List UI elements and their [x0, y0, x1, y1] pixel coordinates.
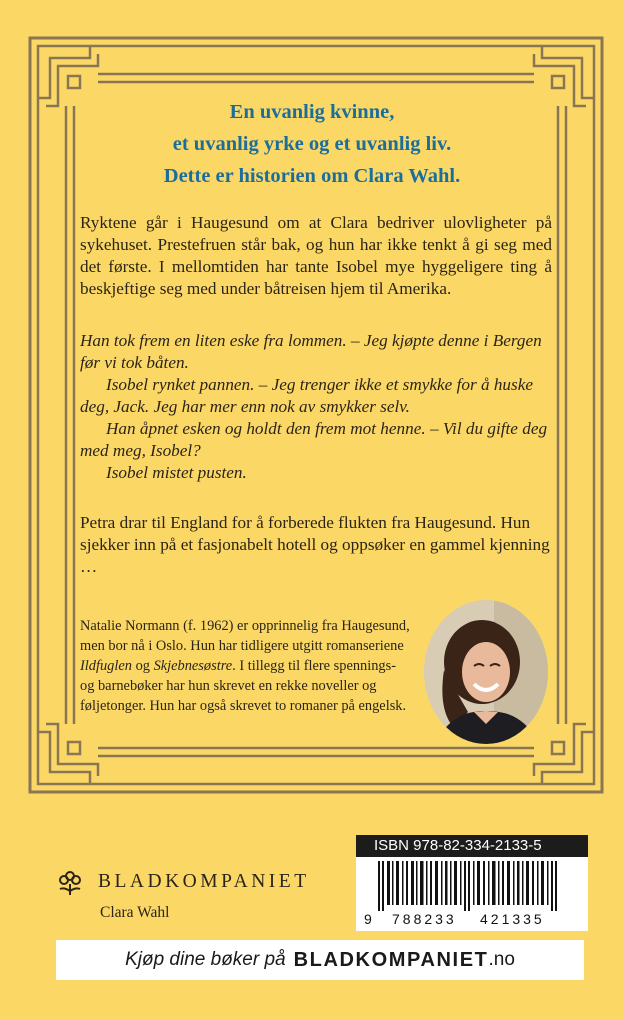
tagline: [60, 96, 564, 192]
excerpt-line-4: Isobel mistet pusten.: [106, 463, 247, 482]
banner-lead: Kjøp dine bøker på: [125, 949, 286, 970]
isbn-digits-right: 421335: [480, 911, 545, 927]
isbn-digits-left: 788233: [392, 911, 457, 927]
author-bio-rest: . I tillegg til flere spennings- og barnebøker har hun skrevet en rekke noveller og føljetonger. Hun har også skrevet to romaner på engelsk.: [80, 658, 407, 714]
isbn-barcode: [356, 835, 588, 931]
banner-tld: .no: [488, 949, 515, 970]
isbn-label: ISBN 978-82-334-2133-5: [356, 835, 588, 857]
author-bio-and: og: [131, 658, 154, 674]
author-bio-text: (f. 1962) er opprinnelig fra Haugesund, men bor nå i Oslo. Hun har tidligere utgitt romanseriene: [80, 618, 410, 654]
flower-icon: [56, 867, 84, 897]
author-bio: [80, 616, 410, 716]
isbn-digit-first: 9: [364, 911, 372, 927]
tagline-line-1: En uvanlig kvinne,: [229, 101, 395, 123]
store-banner: [56, 940, 584, 980]
series-title-1: Ildfuglen: [80, 658, 132, 674]
blurb-paragraph-1: Ryktene går i Haugesund om at Clara bedriver ulovligheter på sykehuset. Prestefruen står bak, og hun har ikke tenkt å gi seg med det første. I mellomtiden har tante Isobel mye hyggeligere ting å beskjeftige seg med under båtreisen hjem til Amerika.: [80, 213, 552, 298]
tagline-line-3: Dette er historien om Clara Wahl.: [163, 165, 461, 187]
author-name: Natalie Normann: [80, 618, 180, 634]
publisher-name: BLADKOMPANIET: [98, 871, 310, 892]
barcode: [356, 857, 588, 911]
excerpt-line-1: Han tok frem en liten eske fra lommen. – Jeg kjøpte denne i Bergen før vi tok båten.: [80, 331, 542, 372]
excerpt: [80, 330, 552, 484]
excerpt-line-3: Han åpnet esken og holdt den frem mot henne. – Vil du gifte deg med meg, Isobel?: [80, 419, 548, 460]
excerpt-line-2: Isobel rynket pannen. – Jeg trenger ikke et smykke for å huske deg, Jack. Jeg har mer enn nok av smykker selv.: [80, 375, 533, 416]
publisher-logo: [56, 866, 310, 898]
series-title-2: Skjebnesøstre: [153, 658, 233, 674]
author-portrait: [424, 600, 548, 744]
blurb-paragraph-3: Petra drar til England for å forberede flukten fra Haugesund. Hun sjekker inn på et fasjonabelt hotell og oppsøker en gammel kjenning …: [80, 513, 550, 576]
banner-brand: BLADKOMPANIET: [293, 948, 489, 971]
series-name: Clara Wahl: [100, 904, 170, 921]
tagline-line-2: et uvanlig yrke og et uvanlig liv.: [172, 133, 452, 155]
